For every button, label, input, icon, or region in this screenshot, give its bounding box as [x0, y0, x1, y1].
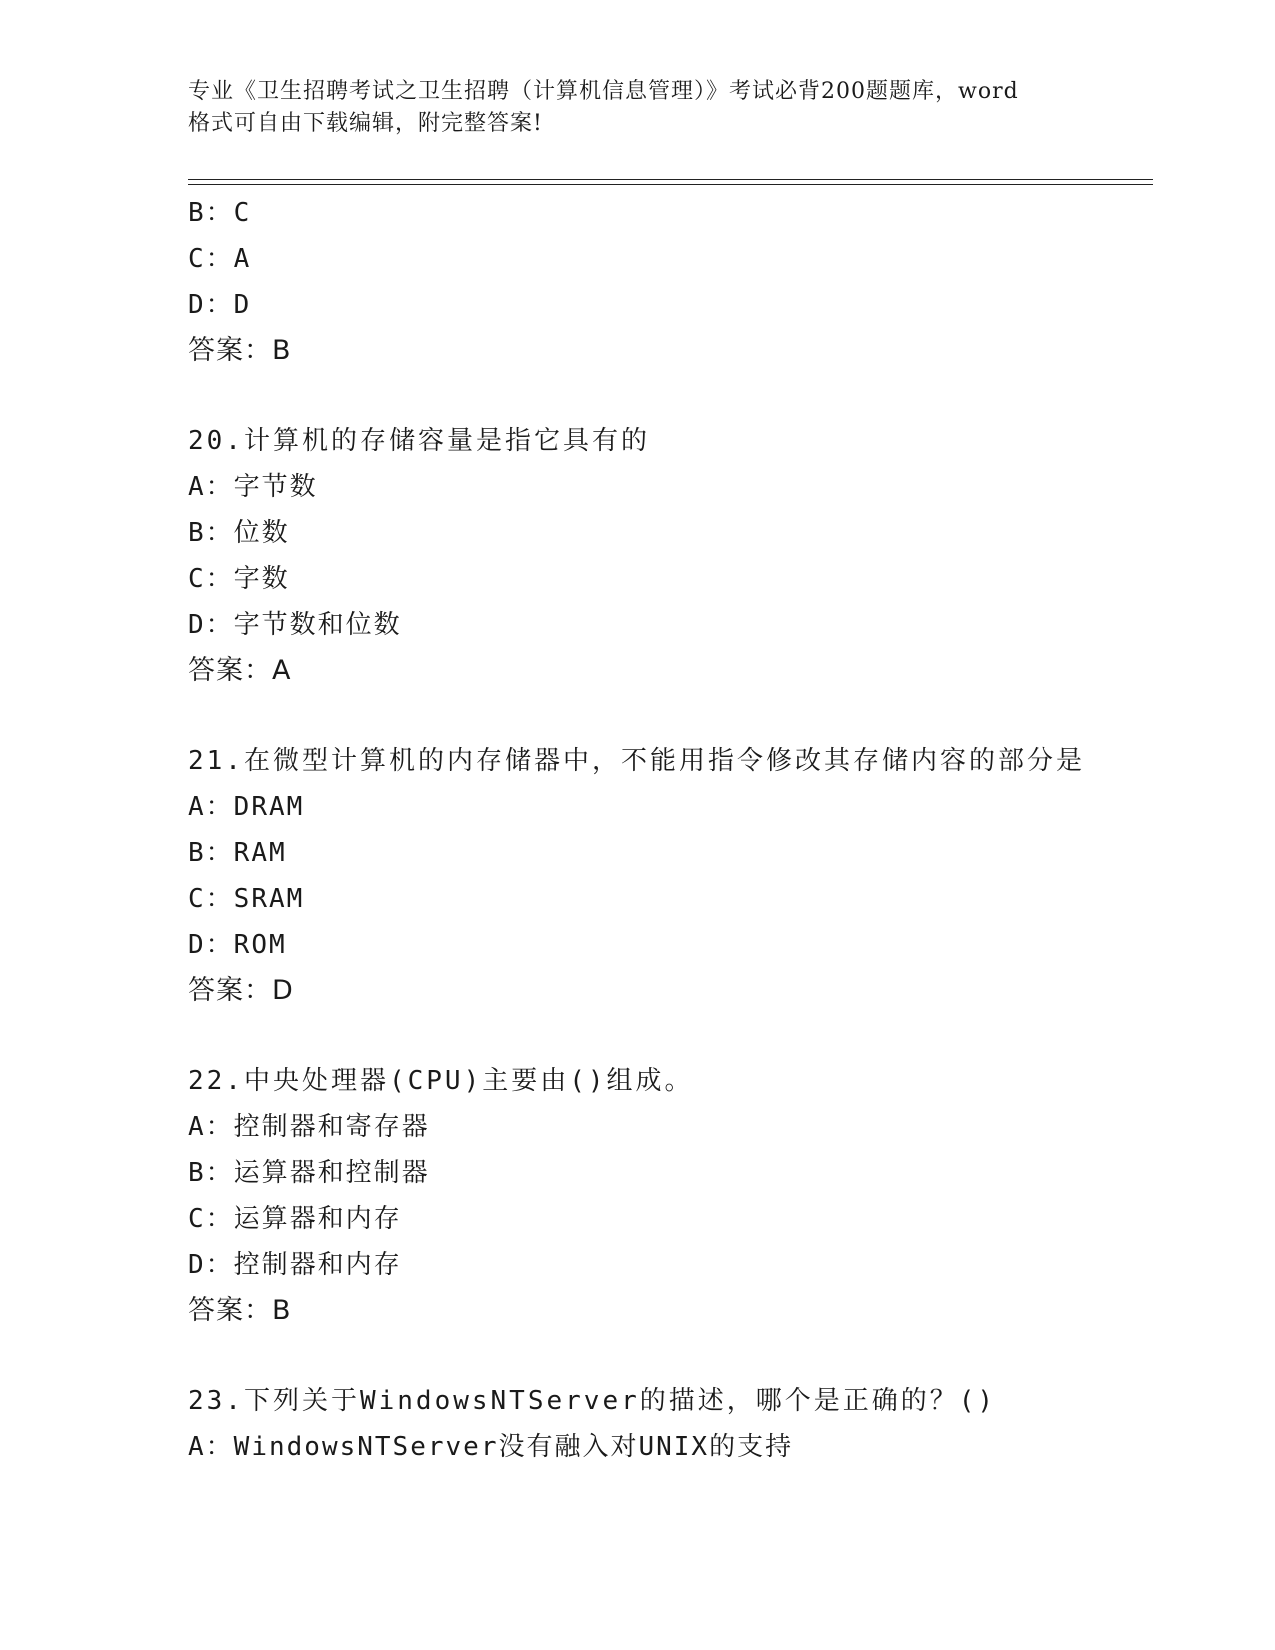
- question-text: 21.在微型计算机的内存储器中，不能用指令修改其存储内容的部分是: [188, 746, 1085, 776]
- option-d: D：ROM: [188, 930, 287, 960]
- question-text: 23.下列关于WindowsNTServer的描述，哪个是正确的？(): [188, 1386, 997, 1416]
- option-c: C：SRAM: [188, 884, 305, 914]
- question-text: 20.计算机的存储容量是指它具有的: [188, 426, 650, 456]
- option-d: D：控制器和内存: [188, 1250, 402, 1280]
- option-a: A：字节数: [188, 472, 318, 502]
- option-b: B：运算器和控制器: [188, 1158, 430, 1188]
- answer-line: 答案：A: [188, 655, 292, 686]
- option-c: C：A: [188, 244, 252, 274]
- answer-line: 答案：B: [188, 1295, 292, 1326]
- option-b: B：C: [188, 198, 252, 228]
- question-block-22: [188, 1058, 1153, 1334]
- option-b: B：位数: [188, 518, 290, 548]
- question-block-23: [188, 1378, 1153, 1470]
- question-list: [188, 190, 1153, 1470]
- document-header: [188, 76, 1088, 140]
- option-a: A：控制器和寄存器: [188, 1112, 430, 1142]
- header-line-1: 专业《卫生招聘考试之卫生招聘（计算机信息管理）》考试必背200题题库，word: [188, 79, 1019, 104]
- answer-line: 答案：D: [188, 975, 294, 1006]
- question-block-previous: [188, 190, 1153, 374]
- header-divider-bottom: [188, 184, 1153, 185]
- option-d: D：D: [188, 290, 252, 320]
- option-d: D：字节数和位数: [188, 610, 402, 640]
- option-a: A：WindowsNTServer没有融入对UNIX的支持: [188, 1432, 794, 1462]
- question-text: 22.中央处理器(CPU)主要由()组成。: [188, 1066, 694, 1096]
- answer-line: 答案：B: [188, 335, 292, 366]
- question-block-20: [188, 418, 1153, 694]
- option-a: A：DRAM: [188, 792, 305, 822]
- header-line-2: 格式可自由下载编辑，附完整答案!: [188, 111, 543, 136]
- option-c: C：字数: [188, 564, 290, 594]
- header-divider-top: [188, 179, 1153, 180]
- option-b: B：RAM: [188, 838, 287, 868]
- question-block-21: [188, 738, 1153, 1014]
- option-c: C：运算器和内存: [188, 1204, 402, 1234]
